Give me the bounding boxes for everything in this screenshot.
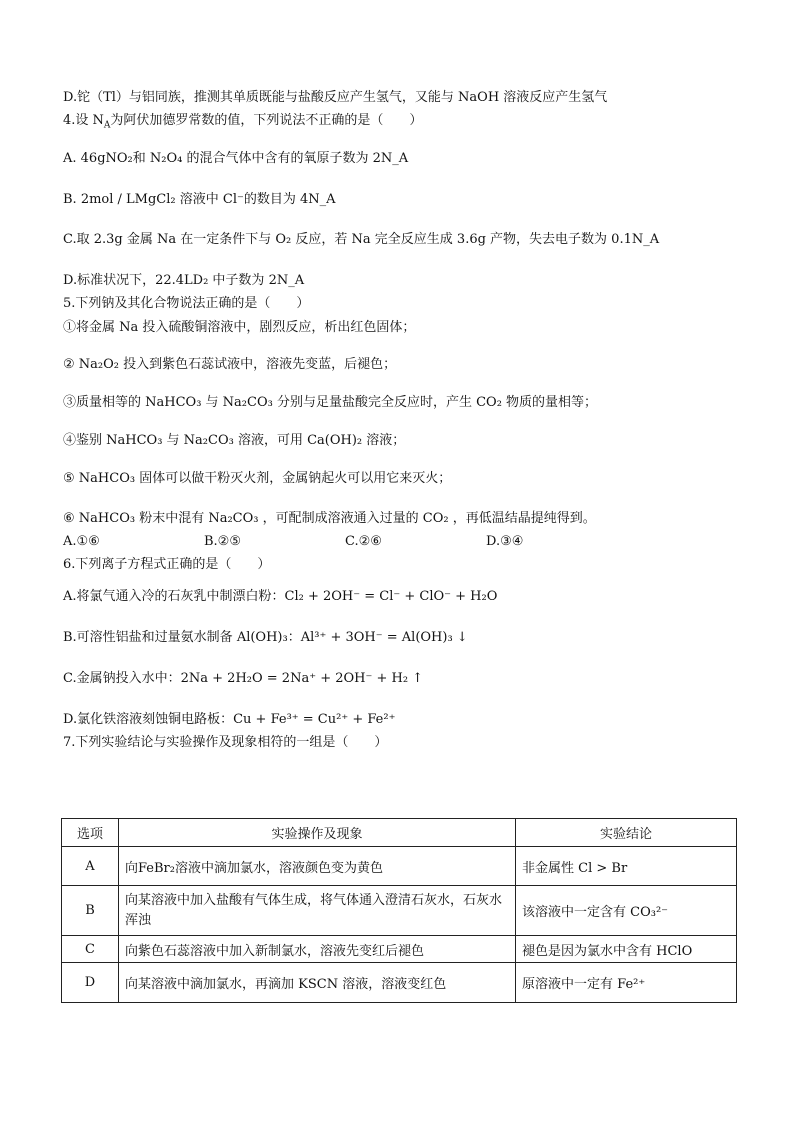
table-row	[62, 963, 737, 1003]
q4-option-a: A. 46gNO₂和 N₂O₄ 的混合气体中含有的氧原子数为 2N_A	[63, 151, 409, 166]
row-operation: 向某溶液中滴加氯水，再滴加 KSCN 溶液，溶液变红色	[119, 963, 516, 1003]
q5-option-d: D.③④	[486, 534, 524, 549]
q5-option-c: C.②⑥	[345, 534, 382, 549]
q4-option-c: C.取 2.3g 金属 Na 在一定条件下与 O₂ 反应，若 Na 完全反应生成 3.6g 产物，失去电子数为 0.1N_A	[63, 232, 660, 247]
q4-subscript: A	[103, 120, 111, 131]
table-header-row	[62, 819, 737, 847]
q5-option-b: B.②⑤	[204, 534, 241, 549]
row-operation: 向FeBr₂溶液中滴加氯水，溶液颜色变为黄色	[119, 847, 516, 886]
row-conclusion: 褪色是因为氯水中含有 HClO	[516, 936, 737, 963]
q4-prefix: 4.设 N	[63, 113, 104, 128]
question-7-stem: 7.下列实验结论与实验操作及现象相符的一组是（ ）	[63, 735, 388, 750]
q4-rest: 为阿伏加德罗常数的值，下列说法不正确的是（ ）	[110, 113, 423, 128]
q5-statement-3: ③质量相等的 NaHCO₃ 与 Na₂CO₃ 分别与足量盐酸完全反应时，产生 CO₂ 物质的量相等；	[63, 395, 598, 410]
q5-statement-1: ①将金属 Na 投入硫酸铜溶液中，剧烈反应，析出红色固体；	[63, 320, 416, 335]
row-conclusion: 非金属性 Cl > Br	[516, 847, 737, 886]
q6-option-a: A.将氯气通入冷的石灰乳中制漂白粉：Cl₂ + 2OH⁻ = Cl⁻ + ClO⁻ + H₂O	[63, 589, 498, 604]
experiment-table	[61, 818, 737, 1003]
table-row	[62, 847, 737, 886]
q6-option-d: D.氯化铁溶液刻蚀铜电路板：Cu + Fe³⁺ = Cu²⁺ + Fe²⁺	[63, 712, 396, 727]
header-option: 选项	[62, 819, 119, 847]
row-option: C	[62, 936, 119, 963]
document-body	[63, 88, 743, 750]
question-4-stem	[63, 111, 743, 131]
row-conclusion: 该溶液中一定含有 CO₃²⁻	[516, 886, 737, 936]
q4-option-b: B. 2mol / LMgCl₂ 溶液中 Cl⁻的数目为 4N_A	[63, 192, 336, 207]
question-6-stem: 6.下列离子方程式正确的是（ ）	[63, 557, 271, 572]
row-conclusion: 原溶液中一定有 Fe²⁺	[516, 963, 737, 1003]
q5-options	[63, 532, 743, 552]
q5-statement-5: ⑤ NaHCO₃ 固体可以做干粉灭火剂，金属钠起火可以用它来灭火；	[63, 471, 452, 486]
q5-statement-4: ④鉴别 NaHCO₃ 与 Na₂CO₃ 溶液，可用 Ca(OH)₂ 溶液；	[63, 433, 406, 448]
header-conclusion: 实验结论	[516, 819, 737, 847]
header-operation: 实验操作及现象	[119, 819, 516, 847]
table-row	[62, 886, 737, 936]
table-row	[62, 936, 737, 963]
option-d-thallium: D.铊（Tl）与铝同族，推测其单质既能与盐酸反应产生氢气，又能与 NaOH 溶液反应产生氢气	[63, 90, 608, 105]
question-5-stem: 5.下列钠及其化合物说法正确的是（ ）	[63, 296, 310, 311]
row-operation: 向紫色石蕊溶液中加入新制氯水，溶液先变红后褪色	[119, 936, 516, 963]
q5-statement-2: ② Na₂O₂ 投入到紫色石蕊试液中，溶液先变蓝，后褪色；	[63, 357, 397, 372]
q4-option-d: D.标准状况下，22.4LD₂ 中子数为 2N_A	[63, 273, 305, 288]
row-option: B	[62, 886, 119, 936]
row-operation: 向某溶液中加入盐酸有气体生成，将气体通入澄清石灰水，石灰水浑浊	[119, 886, 516, 936]
q6-option-c: C.金属钠投入水中：2Na + 2H₂O = 2Na⁺ + 2OH⁻ + H₂ ↑	[63, 671, 424, 686]
q5-statement-6: ⑥ NaHCO₃ 粉末中混有 Na₂CO₃ ，可配制成溶液通入过量的 CO₂ ，再低温结晶提纯得到。	[63, 511, 596, 526]
q6-option-b: B.可溶性铝盐和过量氨水制备 Al(OH)₃：Al³⁺ + 3OH⁻ = Al(OH)₃ ↓	[63, 630, 468, 645]
q5-option-a: A.①⑥	[63, 534, 100, 549]
row-option: A	[62, 847, 119, 886]
row-option: D	[62, 963, 119, 1003]
